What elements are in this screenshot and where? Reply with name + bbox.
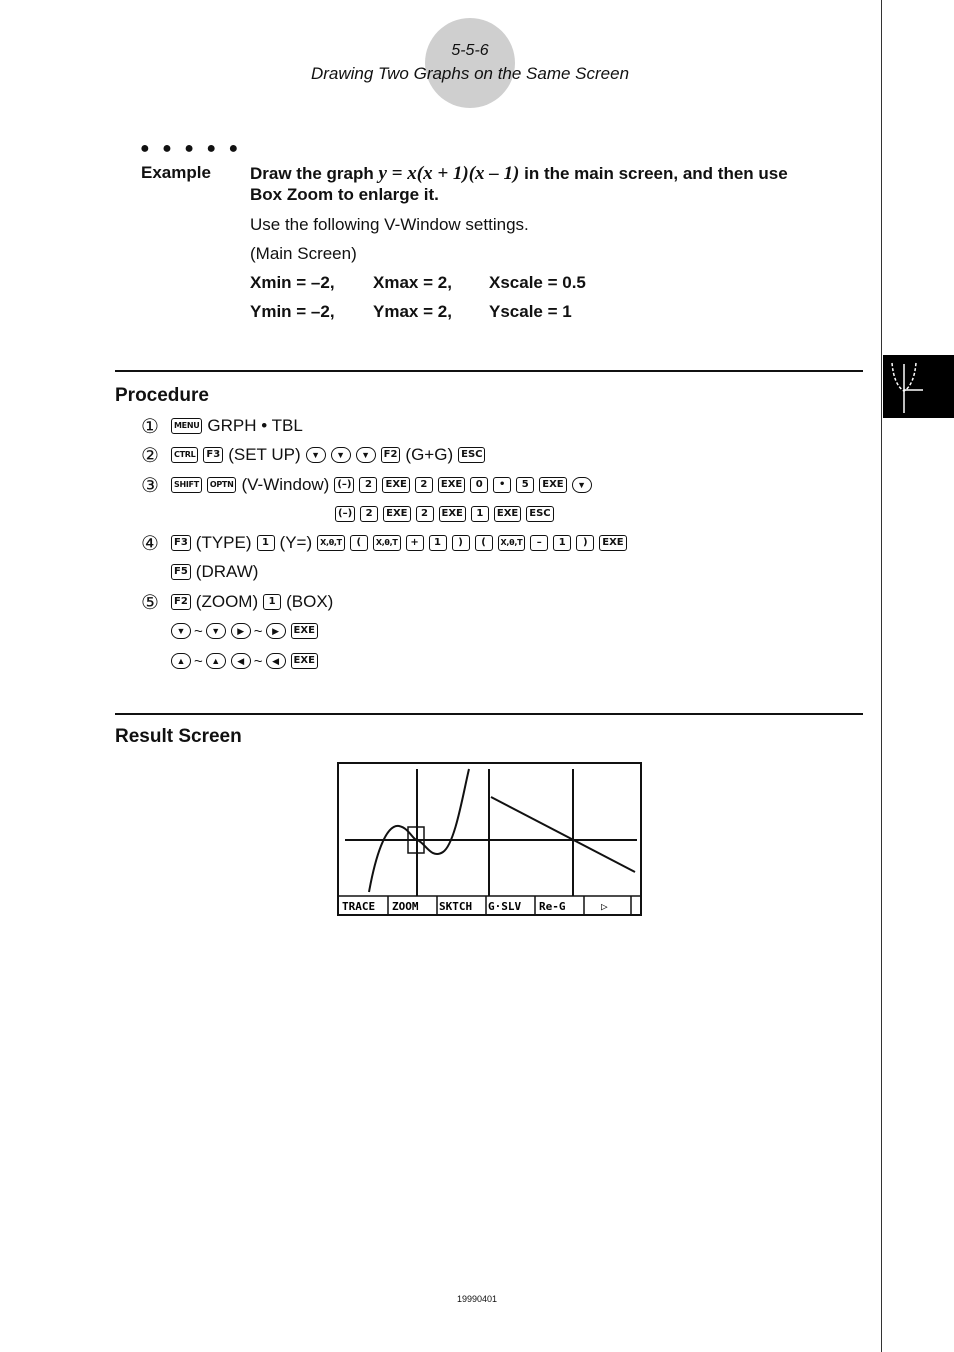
negative-key-icon: (–) [334, 477, 354, 493]
two-key-icon: 2 [415, 477, 433, 493]
setting-xmax: Xmax = 2, [373, 273, 452, 292]
setting-ymin: Ymin = –2, [250, 302, 335, 321]
optn-key-icon: OPTN [207, 477, 237, 493]
example-line1 [250, 163, 788, 185]
procedure-step-5-line3 [171, 650, 323, 672]
setting-xmin: Xmin = –2, [250, 273, 335, 292]
negative-key-icon: (–) [335, 506, 355, 522]
vwindow-text: Use the following V-Window settings. [250, 215, 529, 234]
procedure-step-4-continued [171, 561, 263, 583]
f2-key-icon: F2 [381, 447, 401, 463]
right-margin-rule [881, 0, 882, 1352]
cursor-right-key-icon: ▶ [266, 623, 286, 639]
exe-key-icon: EXE [291, 623, 318, 639]
procedure-heading: Procedure [115, 385, 209, 406]
y-equals-label: (Y=) [279, 533, 313, 552]
left-paren-key-icon: ( [475, 535, 493, 551]
zoom-label: (ZOOM) [195, 592, 259, 611]
minus-key-icon: – [530, 535, 548, 551]
five-key-icon: 5 [516, 477, 534, 493]
one-key-icon: 1 [429, 535, 447, 551]
vwindow-label: (V-Window) [241, 475, 330, 494]
step-number: ⑤ [141, 591, 159, 614]
shift-key-icon: SHIFT [171, 477, 202, 493]
left-paren-key-icon: ( [350, 535, 368, 551]
exe-key-icon: EXE [382, 477, 409, 493]
tilde: ~ [194, 622, 203, 640]
example-line1-suffix: in the main screen, and then use [524, 164, 788, 183]
dot-key-icon: • [493, 477, 511, 493]
cursor-down-key-icon: ▼ [331, 447, 351, 463]
right-paren-key-icon: ) [452, 535, 470, 551]
procedure-step-2 [141, 444, 490, 466]
zero-key-icon: 0 [470, 477, 488, 493]
menu-key-icon: MENU [171, 418, 202, 434]
page-title: Drawing Two Graphs on the Same Screen [310, 64, 630, 83]
cursor-down-key-icon: ▼ [171, 623, 191, 639]
cursor-up-key-icon: ▲ [206, 653, 226, 669]
exe-key-icon: EXE [599, 535, 626, 551]
procedure-step-5 [141, 591, 338, 613]
menu-item-sktch: SKTCH [439, 900, 473, 913]
box-label: (BOX) [286, 592, 334, 611]
cursor-down-key-icon: ▼ [572, 477, 592, 493]
example-label: Example [141, 163, 211, 182]
main-screen-label: (Main Screen) [250, 244, 357, 263]
exe-key-icon: EXE [383, 506, 410, 522]
one-key-icon: 1 [257, 535, 275, 551]
procedure-step-4 [141, 532, 632, 554]
draw-label: (DRAW) [195, 562, 259, 581]
menu-item-reg: Re-G [539, 900, 566, 913]
calculator-result-screen [337, 762, 642, 916]
cursor-left-key-icon: ◀ [231, 653, 251, 669]
exe-key-icon: EXE [291, 653, 318, 669]
result-heading: Result Screen [115, 726, 242, 747]
exe-key-icon: EXE [494, 506, 521, 522]
type-label: (TYPE) [195, 533, 252, 552]
f2-key-icon: F2 [171, 594, 191, 610]
f3-key-icon: F3 [171, 535, 191, 551]
exe-key-icon: EXE [539, 477, 566, 493]
procedure-step-5-line2 [171, 620, 323, 642]
result-rule [115, 713, 863, 715]
graph-display [339, 764, 640, 914]
procedure-rule [115, 370, 863, 372]
cursor-left-key-icon: ◀ [266, 653, 286, 669]
exe-key-icon: EXE [438, 477, 465, 493]
menu-item-zoom: ZOOM [392, 900, 419, 913]
step-number: ② [141, 444, 159, 467]
step-number: ③ [141, 474, 159, 497]
gg-label: (G+G) [405, 445, 454, 464]
menu-item-next: ▷ [601, 900, 608, 913]
one-key-icon: 1 [471, 506, 489, 522]
xthetat-key-icon: X,θ,T [373, 535, 401, 551]
two-key-icon: 2 [360, 506, 378, 522]
side-tab [883, 355, 954, 418]
setting-yscale: Yscale = 1 [489, 302, 572, 321]
step1-text: GRPH • TBL [207, 416, 303, 435]
menu-item-gslv: G·SLV [488, 900, 522, 913]
right-paren-key-icon: ) [576, 535, 594, 551]
f5-key-icon: F5 [171, 564, 191, 580]
cursor-right-key-icon: ▶ [231, 623, 251, 639]
ctrl-key-icon: CTRL [171, 447, 198, 463]
two-key-icon: 2 [416, 506, 434, 522]
example-equation: y = x(x + 1)(x – 1) [378, 163, 520, 184]
step-number: ④ [141, 532, 159, 555]
graph-chapter-icon [883, 355, 954, 418]
example-dots: ● ● ● ● ● [140, 140, 243, 157]
page-number: 5-5-6 [451, 42, 489, 59]
cursor-down-key-icon: ▼ [306, 447, 326, 463]
exe-key-icon: EXE [439, 506, 466, 522]
two-key-icon: 2 [359, 477, 377, 493]
cursor-down-key-icon: ▼ [206, 623, 226, 639]
cursor-up-key-icon: ▲ [171, 653, 191, 669]
esc-key-icon: ESC [458, 447, 485, 463]
menu-item-trace: TRACE [342, 900, 376, 913]
step-number: ① [141, 415, 159, 438]
one-key-icon: 1 [263, 594, 281, 610]
plus-key-icon: + [406, 535, 424, 551]
xthetat-key-icon: X,θ,T [498, 535, 526, 551]
cursor-down-key-icon: ▼ [356, 447, 376, 463]
setting-xscale: Xscale = 0.5 [489, 273, 586, 292]
procedure-step-3 [141, 474, 597, 496]
procedure-step-1 [141, 415, 303, 437]
procedure-step-3-continued [335, 503, 559, 525]
example-line2: Box Zoom to enlarge it. [250, 185, 439, 204]
header-circle-decoration [425, 18, 515, 108]
setup-label: (SET UP) [228, 445, 301, 464]
tilde: ~ [253, 652, 263, 670]
tilde: ~ [194, 652, 203, 670]
esc-key-icon: ESC [526, 506, 553, 522]
xthetat-key-icon: X,θ,T [317, 535, 345, 551]
one-key-icon: 1 [553, 535, 571, 551]
tilde: ~ [253, 622, 263, 640]
f3-key-icon: F3 [203, 447, 223, 463]
footer-code: 19990401 [456, 1294, 498, 1304]
example-line1-prefix: Draw the graph [250, 164, 374, 183]
setting-ymax: Ymax = 2, [373, 302, 452, 321]
